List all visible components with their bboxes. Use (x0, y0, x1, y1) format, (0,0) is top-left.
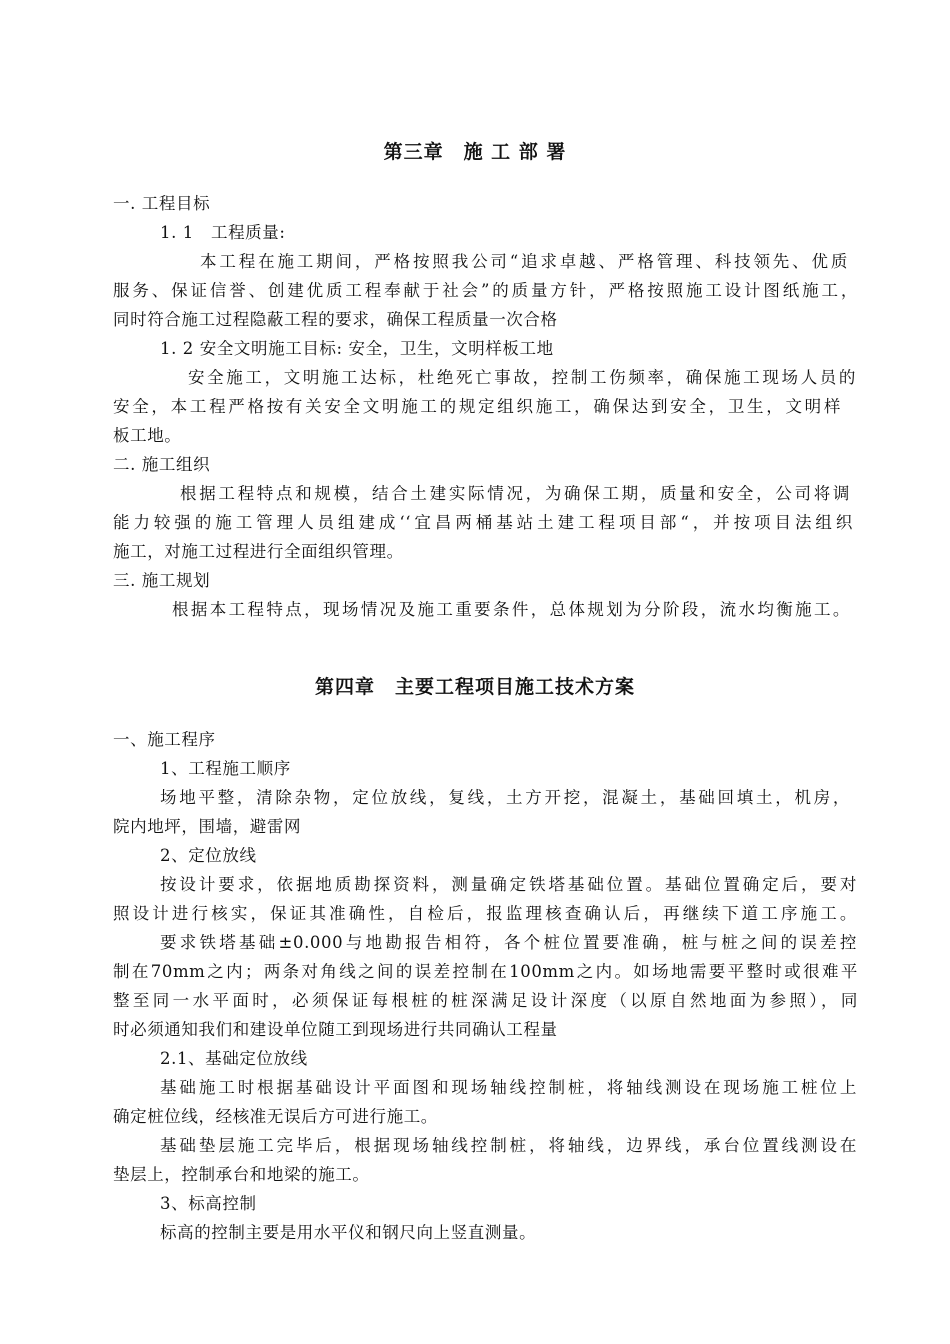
paragraph-line: 板工地。 (113, 426, 182, 445)
section-heading: 三. 施工规划 (113, 571, 211, 590)
paragraph-line: 施工，对施工过程进行全面组织管理。 (113, 542, 404, 561)
paragraph-line: 本工程在施工期间，严格按照我公司“追求卓越、严格管理、科技领先、优质 (200, 252, 848, 271)
section-heading: 二. 施工组织 (113, 455, 211, 474)
subsection-heading: 1. 2 安全文明施工目标: 安全，卫生，文明样板工地 (160, 339, 554, 358)
paragraph-line: 根据工程特点和规模，结合土建实际情况，为确保工期，质量和安全，公司将调 (180, 484, 850, 503)
paragraph-line: 根据本工程特点，现场情况及施工重要条件，总体规划为分阶段，流水均衡施工。 (172, 600, 850, 619)
paragraph-line: 基础施工时根据基础设计平面图和现场轴线控制桩，将轴线测设在现场施工桩位上 (160, 1078, 857, 1097)
paragraph-line: 安全施工，文明施工达标，杜绝死亡事故，控制工伤频率，确保施工现场人员的 (188, 368, 856, 387)
paragraph-line: 同时符合施工过程隐蔽工程的要求，确保工程质量一次合格 (113, 310, 558, 329)
paragraph-line: 按设计要求，依据地质勘探资料，测量确定铁塔基础位置。基础位置确定后，要对 (160, 875, 857, 894)
paragraph-line: 整至同一水平面时，必须保证每根桩的桩深满足设计深度（以原自然地面为参照），同 (113, 991, 858, 1010)
subsection-heading: 1. 1 工程质量: (160, 223, 286, 242)
paragraph-line: 能力较强的施工管理人员组建成‘‘宜昌两桶基站土建工程项目部“，并按项目法组织 (113, 513, 853, 532)
paragraph-line: 安全，本工程严格按有关安全文明施工的规定组织施工，确保达到安全，卫生，文明样 (113, 397, 841, 416)
paragraph-line: 垫层上，控制承台和地梁的施工。 (113, 1165, 370, 1184)
paragraph-line: 基础垫层施工完毕后，根据现场轴线控制桩，将轴线，边界线，承台位置线测设在 (160, 1136, 857, 1155)
paragraph-line: 照设计进行核实，保证其准确性，自检后，报监理核查确认后，再继续下道工序施工。 (113, 904, 857, 923)
paragraph-line: 确定桩位线，经核准无误后方可进行施工。 (113, 1107, 438, 1126)
item-heading: 3、标高控制 (160, 1194, 257, 1213)
item-heading: 2、定位放线 (160, 846, 257, 865)
section-heading: 一、施工程序 (113, 730, 216, 749)
paragraph-line: 时必须通知我们和建设单位随工到现场进行共同确认工程量 (113, 1020, 558, 1039)
paragraph-line: 院内地坪，围墙，避雷网 (113, 817, 302, 836)
item-heading: 1、工程施工顺序 (160, 759, 291, 778)
chapter-3-title: 第三章 施 工 部 署 (383, 141, 567, 163)
paragraph-line: 服务、保证信誉、创建优质工程奉献于社会”的质量方针，严格按照施工设计图纸施工， (113, 281, 858, 300)
paragraph-line: 要求铁塔基础±0.000与地勘报告相符，各个桩位置要准确，桩与桩之间的误差控 (160, 933, 857, 952)
chapter-4-title: 第四章 主要工程项目施工技术方案 (314, 676, 635, 698)
paragraph-line: 制在70mm之内；两条对角线之间的误差控制在100mm之内。如场地需要平整时或很难平 (113, 962, 858, 981)
paragraph-line: 场地平整，清除杂物，定位放线，复线，土方开挖，混凝土，基础回填土，机房， (160, 788, 850, 807)
section-heading: 一. 工程目标 (113, 194, 211, 213)
item-heading: 2.1、基础定位放线 (160, 1049, 308, 1068)
paragraph-line: 标高的控制主要是用水平仪和钢尺向上竖直测量。 (160, 1223, 537, 1242)
